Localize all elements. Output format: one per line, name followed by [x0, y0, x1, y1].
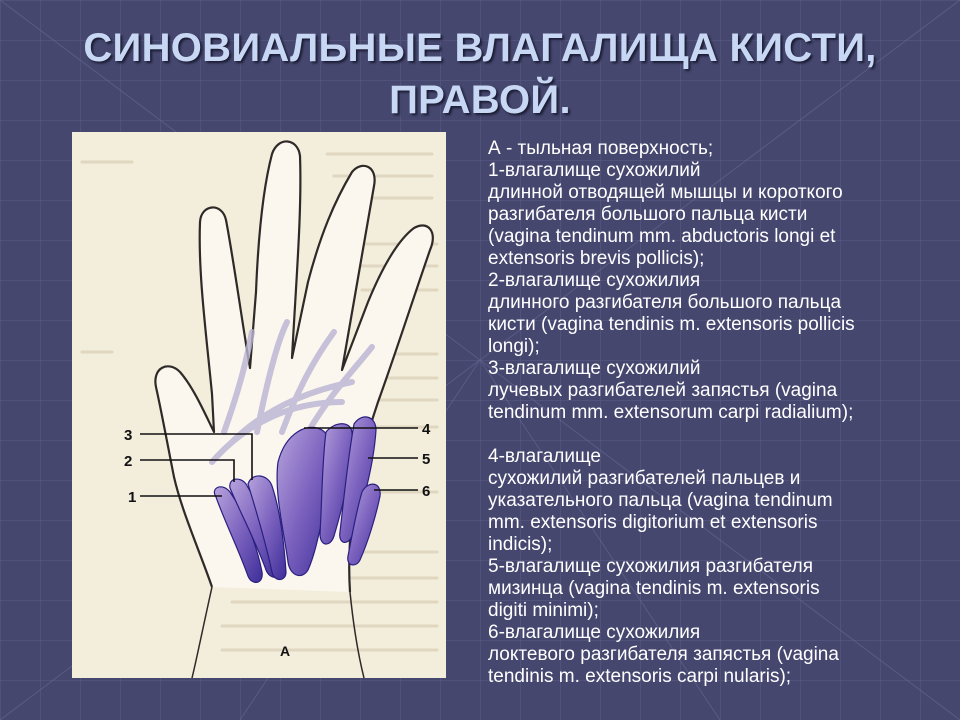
hand-illustration [72, 132, 446, 678]
desc-item-0: А - тыльная поверхность; [488, 138, 714, 159]
title-line-1: СИНОВИАЛЬНЫЕ ВЛАГАЛИЩА КИСТИ, [83, 26, 877, 70]
desc-item-4: 4-влагалище сухожилий разгибателей пальцев и указательного пальца (vagina tendinum mm. extensoris digitorium et extensoris indicis); [488, 446, 833, 555]
panel-letter: A [280, 643, 291, 659]
desc-item-6: 6-влагалище сухожилия локтевого разгибателя запястья (vagina tendinis m. extensoris carpi nularis); [488, 622, 839, 687]
desc-item-3: 3-влагалище сухожилий лучевых разгибателей запястья (vagina tendinum mm. extensorum carpi radialium); [488, 358, 854, 423]
label-3: 3 [124, 427, 133, 444]
label-2: 2 [124, 453, 133, 470]
label-6: 6 [422, 483, 431, 500]
label-5: 5 [422, 451, 431, 468]
hand-drawing [72, 132, 446, 678]
label-1: 1 [128, 489, 137, 506]
desc-item-1: 1-влагалище сухожилий длинной отводящей мышцы и короткого разгибателя большого пальца кисти (vagina tendinum mm. abductoris longi et extensoris brevis pollicis); [488, 160, 843, 269]
description-text [488, 138, 948, 688]
label-4: 4 [422, 421, 431, 438]
desc-item-5: 5-влагалище сухожилия разгибателя мизинца (vagina tendinis m. extensoris digiti minimi); [488, 556, 820, 621]
slide-title [0, 22, 960, 126]
title-line-2: ПРАВОЙ. [389, 78, 571, 122]
desc-item-2: 2-влагалище сухожилия длинного разгибателя большого пальца кисти (vagina tendinis m. extensoris pollicis longi); [488, 270, 855, 357]
